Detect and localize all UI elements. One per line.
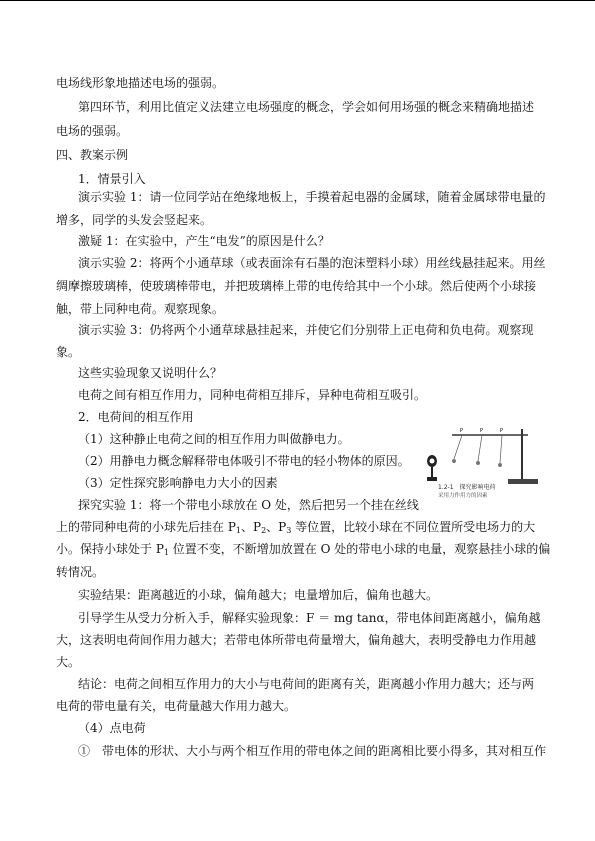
svg-text:P: P	[460, 428, 464, 434]
text-line: 象。	[56, 345, 81, 359]
subsection-heading: 2．电荷间的相互作用	[78, 410, 194, 424]
text-line: 结论：电荷之间相互作用力的大小与电荷间的距离有关，距离越小作用力越大；还与两	[78, 677, 535, 691]
text-line: 电荷的带电量有关，电荷量越大作用力越大。	[56, 699, 297, 713]
text-line: 电荷之间有相互作用力，同种电荷相互排斥，异种电荷相互吸引。	[78, 388, 427, 402]
text-line: 电场线形象地描述电场的强弱。	[56, 76, 225, 90]
text-line: ① 带电体的形状、大小与两个相互作用的带电体之间的距离相比要小得多，其对相互作	[78, 744, 547, 758]
text-line: 触，带上同种电荷。观察现象。	[56, 302, 225, 316]
text-line: 小。保持小球处于 $P_1$ 位置不变，不断增加放置在 O 处的带电小球的电量，观察悬挂小球的偏	[56, 542, 551, 557]
text-line: （1）这种静止电荷之间的相互作用力叫做静电力。	[78, 432, 350, 446]
text-line: （2）用静电力概念解释带电体吸引不带电的轻小物体的原因。	[78, 454, 410, 468]
text-line: 大，这表明电荷间作用力越大；若带电体所带电荷量增大，偏角越大，表明受静电力作用越	[56, 633, 537, 647]
text-line: 绸摩擦玻璃棒，使玻璃棒带电，并把玻璃棒上带的电传给其中一个小球。然后使两个小球接	[56, 279, 537, 293]
text-line: 转情况。	[56, 565, 105, 579]
header-rule	[0, 0, 595, 1]
text-line: 大。	[56, 655, 81, 669]
figure-caption: 1.2-1 探究影响电荷	[438, 484, 496, 491]
text-line: 上的带同种电荷的小球先后挂在 $P_1$、$P_2$、$P_3$ 等位置，比较小球在不同位置所受电场力的大	[56, 520, 536, 535]
text-line: 演示实验 3：仍将两个小通草球悬挂起来，并使它们分别带上正电荷和负电荷。观察现	[78, 323, 534, 337]
text-line: 增多，同学的头发会竖起来。	[56, 213, 213, 227]
svg-text:P: P	[480, 428, 484, 434]
text-line: 第四环节，利用比值定义法建立电场强度的概念，学会如何用场强的概念来精确地描述	[78, 100, 535, 114]
text-line: 实验结果：距离越近的小球，偏角越大；电量增加后，偏角也越大。	[78, 588, 439, 602]
experiment-illustration	[424, 425, 544, 503]
figure-caption-sub: 采用力作用力的因素	[438, 493, 488, 499]
text-line: 探究实验 1：将一个带电小球放在 O 处，然后把另一个挂在丝线	[78, 498, 419, 512]
text-line: 电场的强弱。	[56, 124, 129, 138]
text-line: 演示实验 1：请一位同学站在绝缘地板上，手摸着起电器的金属球，随着金属球带电量的	[78, 190, 546, 204]
text-line: 激疑 1：在实验中，产生“电发”的原因是什么？	[78, 234, 330, 248]
subsection-heading: （4）点电荷	[78, 721, 146, 735]
text-line: （3）定性探究影响静电力大小的因素	[78, 476, 278, 490]
text-line: 这些实验现象又说明什么？	[78, 366, 223, 380]
svg-text:P: P	[500, 428, 504, 434]
text-line: 引导学生从受力分析入手，解释实验现象：F ＝ mg tanα，带电体间距离越小，偏角越	[78, 611, 541, 625]
subsection-heading: 1．情景引入	[78, 172, 146, 186]
experiment-figure	[424, 425, 544, 503]
section-heading: 四、教案示例	[56, 148, 129, 162]
text-line: 演示实验 2：将两个小通草球（或表面涂有石墨的泡沫塑料小球）用丝线悬挂起来。用丝	[78, 256, 546, 270]
